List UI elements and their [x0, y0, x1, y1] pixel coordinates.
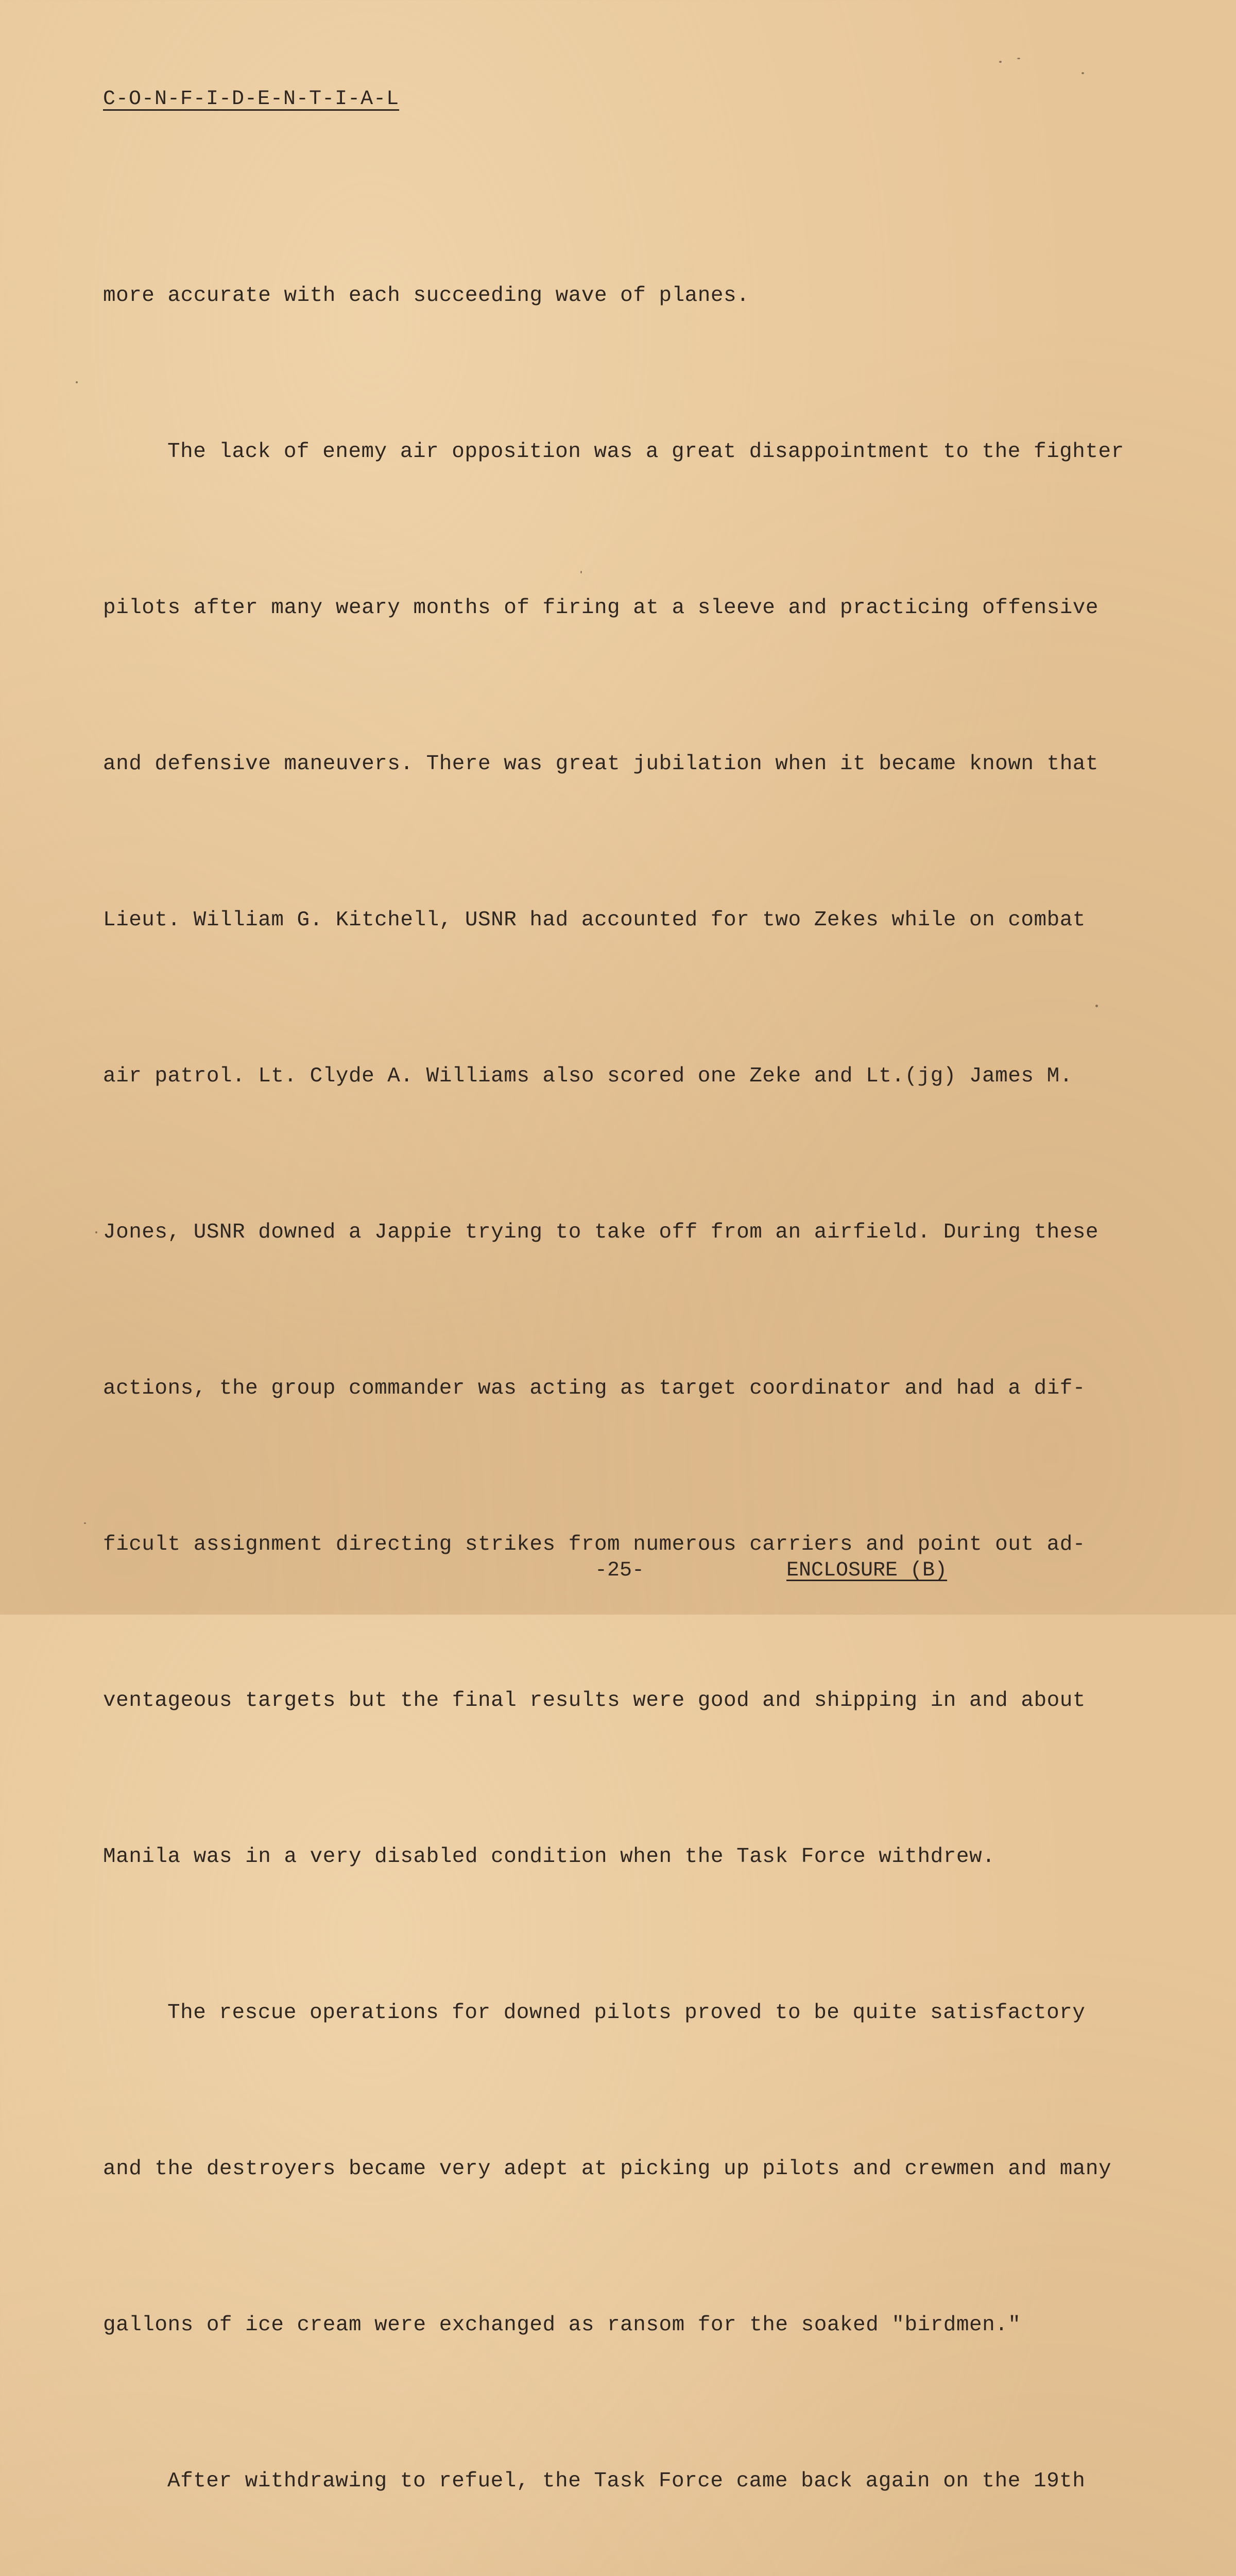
text-line: Lieut. William G. Kitchell, USNR had accounted for two Zekes while on combat [103, 908, 1086, 932]
paper-speck [1095, 1005, 1098, 1007]
paper-speck [999, 61, 1002, 63]
text-line: ventageous targets but the final results were good and shipping in and about [103, 1689, 1086, 1713]
confidential-header: C-O-N-F-I-D-E-N-T-I-A-L [103, 88, 400, 111]
enclosure-label: ENCLOSURE (B) [786, 1559, 948, 1582]
text-line: Manila was in a very disabled condition when the Task Force withdrew. [103, 1845, 995, 1869]
text-line: and defensive maneuvers. There was great jubilation when it became known that [103, 752, 1099, 776]
body-text [103, 166, 1133, 2576]
paper-speck [580, 571, 582, 573]
paper-speck [1017, 58, 1020, 59]
text-line: and the destroyers became very adept at picking up pilots and crewmen and many [103, 2157, 1112, 2181]
text-line: actions, the group commander was acting as target coordinator and had a dif- [103, 1377, 1086, 1400]
text-line: Jones, USNR downed a Jappie trying to take off from an airfield. During these [103, 1221, 1099, 1244]
page-number: -25- [595, 1559, 645, 1582]
paper-speck [95, 1231, 97, 1233]
text-line: After withdrawing to refuel, the Task Force came back again on the 19th [167, 2469, 1086, 2493]
text-line: pilots after many weary months of firing at a sleeve and practicing offensive [103, 596, 1099, 620]
text-line: more accurate with each succeeding wave of planes. [103, 284, 750, 308]
text-line: gallons of ice cream were exchanged as ransom for the soaked "birdmen." [103, 2313, 1021, 2337]
text-line: air patrol. Lt. Clyde A. Williams also scored one Zeke and Lt.(jg) James M. [103, 1064, 1073, 1088]
text-line: The lack of enemy air opposition was a great disappointment to the fighter [167, 440, 1124, 464]
paper-speck [1082, 72, 1084, 74]
text-line: ficult assignment directing strikes from numerous carriers and point out ad- [103, 1533, 1086, 1556]
paper-speck [84, 1522, 86, 1524]
text-line: The rescue operations for downed pilots proved to be quite satisfactory [167, 2001, 1086, 2025]
paper-speck [76, 381, 78, 383]
